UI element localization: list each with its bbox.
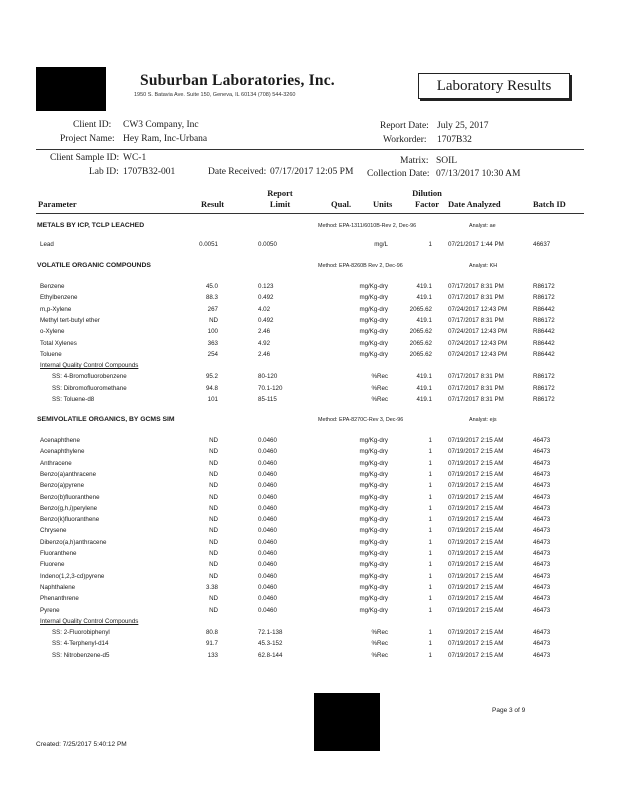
- cell-parameter: SS: 2-Fluorobiphenyl: [52, 629, 110, 637]
- table-row: [0, 482, 618, 494]
- cell-units: mg/Kg-dry: [359, 583, 388, 591]
- cell-limit: 0.0460: [258, 572, 277, 580]
- cell-batch: R86172: [533, 396, 555, 403]
- cell-parameter: Phenanthrene: [40, 595, 79, 603]
- company-address: 1950 S. Batavia Ave. Suite 150, Geneva, IL 60134 (708) 544-3260: [134, 92, 296, 98]
- cell-date: 07/19/2017 2:15 AM: [448, 470, 504, 478]
- cell-result: 267: [207, 305, 218, 313]
- cell-dilution: 419.1: [416, 384, 432, 392]
- report-date: July 25, 2017: [437, 121, 489, 131]
- cell-result: 80.8: [205, 629, 218, 637]
- cell-result: 3.38: [205, 583, 218, 591]
- section-title: SEMIVOLATILE ORGANICS, BY GCMS SIM: [37, 416, 175, 423]
- document-title: Laboratory Results: [418, 73, 570, 99]
- table-row: [0, 373, 618, 385]
- table-row: [0, 241, 618, 253]
- cell-dilution: 1: [428, 493, 432, 501]
- cell-dilution: 419.1: [416, 294, 432, 302]
- matrix-label: Matrix:: [400, 156, 429, 166]
- cell-dilution: 1: [428, 550, 432, 557]
- cell-result: ND: [209, 516, 218, 524]
- cell-limit: 0.0460: [258, 595, 277, 603]
- cell-result: ND: [209, 538, 218, 546]
- report-date-label: Report Date:: [380, 121, 429, 131]
- cell-date: 07/17/2017 8:31 PM: [448, 283, 504, 290]
- cell-result: 95.2: [205, 373, 218, 381]
- created-timestamp: Created: 7/25/2017 5:40:12 PM: [36, 741, 127, 748]
- cell-limit: 0.492: [258, 316, 274, 324]
- cell-parameter: Benzo(a)pyrene: [40, 482, 85, 490]
- cell-result: 88.3: [205, 294, 218, 302]
- cell-batch: 46473: [533, 595, 551, 603]
- cell-parameter: Benzo(b)fluoranthene: [40, 493, 100, 501]
- cell-result: ND: [209, 504, 218, 512]
- table-row: [0, 505, 618, 517]
- cell-units: mg/Kg-dry: [359, 572, 388, 580]
- cell-batch: R86172: [533, 373, 555, 381]
- cell-batch: 46473: [533, 437, 551, 444]
- cell-limit: 0.0460: [258, 538, 277, 546]
- cell-units: mg/Kg-dry: [359, 527, 388, 535]
- cell-limit: 0.0460: [258, 550, 277, 557]
- col-qual: Qual.: [331, 199, 352, 209]
- cell-date: 07/19/2017 2:15 AM: [448, 493, 504, 501]
- cell-result: 0.0051: [199, 241, 218, 248]
- cell-date: 07/17/2017 8:31 PM: [448, 384, 504, 392]
- sample-label: Client Sample ID:: [50, 153, 120, 163]
- cell-parameter: m,p-Xylene: [40, 305, 72, 313]
- col-parameter: Parameter: [38, 199, 77, 209]
- cell-units: mg/Kg-dry: [359, 538, 388, 546]
- cell-date: 07/17/2017 8:31 PM: [448, 316, 504, 324]
- table-row: [0, 584, 618, 596]
- cell-batch: R86172: [533, 283, 555, 290]
- cell-date: 07/24/2017 12:43 PM: [448, 328, 508, 336]
- cell-dilution: 419.1: [416, 373, 432, 381]
- analyst-label: Analyst: ae: [469, 223, 496, 229]
- cell-batch: 46473: [533, 504, 551, 512]
- cell-dilution: 2065.62: [409, 339, 432, 347]
- cell-batch: 46473: [533, 527, 551, 535]
- cell-date: 07/19/2017 2:15 AM: [448, 527, 504, 535]
- cell-parameter: SS: Nitrobenzene-d5: [52, 651, 110, 659]
- cell-parameter: o-Xylene: [40, 328, 65, 336]
- cell-dilution: 1: [428, 516, 432, 524]
- cell-result: ND: [209, 561, 218, 569]
- cell-units: %Rec: [371, 640, 388, 648]
- cell-parameter: SS: 4-Bromofluorobenzene: [52, 373, 127, 381]
- table-row: [0, 494, 618, 506]
- lab-id: 1707B32-001: [123, 167, 176, 177]
- cell-units: mg/Kg-dry: [359, 561, 388, 569]
- header-rule: [36, 213, 584, 214]
- cell-batch: 46473: [533, 606, 551, 614]
- cell-dilution: 1: [428, 459, 432, 467]
- cell-result: ND: [209, 527, 218, 535]
- cell-limit: 0.0460: [258, 482, 277, 490]
- cell-limit: 0.0460: [258, 561, 277, 569]
- cell-limit: 0.0460: [258, 459, 277, 467]
- cell-result: ND: [209, 316, 218, 324]
- cell-dilution: 1: [428, 629, 432, 637]
- col-result: Result: [201, 199, 225, 209]
- cell-limit: 0.492: [258, 294, 274, 302]
- cell-date: 07/19/2017 2:15 AM: [448, 538, 504, 546]
- cell-limit: 0.0460: [258, 504, 277, 512]
- workorder-label: Workorder:: [383, 135, 427, 145]
- redacted-logo: [36, 67, 106, 111]
- divider: [36, 149, 584, 150]
- cell-dilution: 2065.62: [409, 305, 432, 313]
- cell-limit: 0.0460: [258, 470, 277, 478]
- cell-units: mg/Kg-dry: [359, 339, 388, 347]
- cell-batch: 46473: [533, 459, 551, 467]
- cell-limit: 0.0050: [258, 241, 277, 248]
- cell-dilution: 1: [428, 595, 432, 603]
- redacted-signature: [314, 693, 380, 751]
- cell-result: 101: [207, 396, 218, 403]
- cell-units: mg/Kg-dry: [359, 316, 388, 324]
- cell-date: 07/19/2017 2:15 AM: [448, 437, 504, 444]
- cell-parameter: Pyrene: [40, 606, 60, 614]
- cell-limit: 72.1-138: [258, 629, 283, 637]
- cell-batch: 46473: [533, 493, 551, 501]
- cell-dilution: 1: [428, 538, 432, 546]
- table-row: [0, 652, 618, 664]
- cell-result: 91.7: [205, 640, 218, 648]
- cell-batch: 46473: [533, 629, 551, 637]
- cell-result: 363: [207, 339, 218, 347]
- cell-limit: 0.0460: [258, 516, 277, 524]
- col-dilution: Dilution Factor: [412, 188, 442, 209]
- cell-limit: 62.8-144: [258, 651, 283, 659]
- table-row: [0, 516, 618, 528]
- cell-parameter: Anthracene: [40, 459, 72, 467]
- cell-limit: 2.46: [258, 350, 271, 358]
- cell-date: 07/19/2017 2:15 AM: [448, 482, 504, 490]
- collection-label: Collection Date:: [367, 169, 430, 179]
- table-row: [0, 550, 618, 562]
- company-name: Suburban Laboratories, Inc.: [140, 72, 335, 89]
- date-received: 07/17/2017 12:05 PM: [270, 167, 354, 177]
- cell-date: 07/24/2017 12:43 PM: [448, 339, 508, 347]
- cell-batch: R86442: [533, 339, 555, 347]
- cell-units: mg/Kg-dry: [359, 516, 388, 524]
- cell-date: 07/17/2017 8:31 PM: [448, 294, 504, 302]
- table-row: [0, 385, 618, 397]
- table-row: [0, 396, 618, 408]
- cell-batch: 46473: [533, 651, 551, 659]
- method-label: Method: EPA-1311/6010B-Rev 2, Dec-96: [318, 223, 417, 229]
- page-number: Page 3 of 9: [492, 707, 526, 714]
- cell-date: 07/19/2017 2:15 AM: [448, 561, 504, 569]
- col-batch: Batch ID: [533, 199, 566, 209]
- cell-limit: 0.0460: [258, 583, 277, 591]
- cell-units: mg/Kg-dry: [359, 448, 388, 456]
- cell-parameter: SS: 4-Terphenyl-d14: [52, 640, 109, 648]
- cell-dilution: 1: [428, 583, 432, 591]
- cell-result: ND: [209, 437, 218, 444]
- cell-units: mg/Kg-dry: [359, 350, 388, 358]
- cell-date: 07/19/2017 2:15 AM: [448, 595, 504, 603]
- cell-parameter: Benzo(g,h,i)perylene: [40, 504, 98, 512]
- cell-limit: 0.0460: [258, 527, 277, 535]
- cell-parameter: Fluoranthene: [40, 550, 77, 557]
- cell-parameter: Benzene: [40, 283, 65, 290]
- cell-batch: 46637: [533, 241, 551, 248]
- cell-result: ND: [209, 595, 218, 603]
- cell-parameter: SS: Dibromofluoromethane: [52, 384, 127, 392]
- cell-units: mg/Kg-dry: [359, 595, 388, 603]
- cell-parameter: Ethylbenzene: [40, 294, 78, 302]
- cell-limit: 70.1-120: [258, 384, 283, 392]
- table-row: [0, 460, 618, 472]
- cell-date: 07/21/2017 1:44 PM: [448, 241, 504, 248]
- table-row: [0, 539, 618, 551]
- cell-dilution: 1: [428, 241, 432, 248]
- cell-batch: 46473: [533, 516, 551, 524]
- cell-units: %Rec: [371, 384, 388, 392]
- cell-parameter: Chrysene: [40, 527, 67, 535]
- cell-result: ND: [209, 448, 218, 456]
- cell-parameter: Toluene: [40, 350, 62, 358]
- table-row: [0, 561, 618, 573]
- project-name: Hey Ram, Inc-Urbana: [123, 134, 208, 144]
- cell-batch: 46473: [533, 470, 551, 478]
- cell-batch: 46473: [533, 482, 551, 490]
- table-row: [0, 471, 618, 483]
- table-row: [0, 283, 618, 295]
- cell-parameter: Indeno(1,2,3-cd)pyrene: [40, 572, 105, 580]
- cell-result: 133: [207, 651, 218, 659]
- cell-parameter: Fluorene: [40, 561, 65, 569]
- cell-result: 100: [207, 328, 218, 336]
- cell-batch: R86172: [533, 316, 555, 324]
- cell-units: mg/Kg-dry: [359, 550, 388, 557]
- cell-dilution: 1: [428, 640, 432, 648]
- cell-units: %Rec: [371, 651, 388, 659]
- cell-limit: 0.123: [258, 283, 274, 290]
- workorder: 1707B32: [437, 135, 472, 145]
- cell-limit: 80-120: [258, 373, 278, 381]
- table-row: [0, 328, 618, 340]
- cell-limit: 0.0460: [258, 493, 277, 501]
- cell-date: 07/19/2017 2:15 AM: [448, 640, 504, 648]
- table-row: [0, 317, 618, 329]
- cell-parameter: Acenaphthene: [40, 437, 80, 444]
- section-title: VOLATILE ORGANIC COMPOUNDS: [37, 262, 151, 269]
- cell-units: mg/Kg-dry: [359, 437, 388, 444]
- cell-dilution: 2065.62: [409, 350, 432, 358]
- table-row: [0, 306, 618, 318]
- cell-result: 94.8: [205, 384, 218, 392]
- method-label: Method: EPA-8270C-Rev 3, Dec-96: [318, 417, 404, 423]
- analyst-label: Analyst: KH: [469, 263, 498, 269]
- cell-result: ND: [209, 550, 218, 557]
- cell-result: ND: [209, 572, 218, 580]
- cell-dilution: 419.1: [416, 316, 432, 324]
- table-row: [0, 527, 618, 539]
- table-row: [0, 294, 618, 306]
- cell-dilution: 1: [428, 470, 432, 478]
- cell-parameter: Acenaphthylene: [40, 448, 85, 456]
- cell-result: ND: [209, 482, 218, 490]
- cell-batch: 46473: [533, 583, 551, 591]
- cell-batch: R86442: [533, 305, 555, 313]
- cell-dilution: 1: [428, 504, 432, 512]
- cell-result: 254: [207, 350, 218, 358]
- cell-batch: 46473: [533, 561, 551, 569]
- analyst-label: Analyst: ejs: [469, 417, 497, 423]
- cell-date: 07/19/2017 2:15 AM: [448, 504, 504, 512]
- cell-parameter: SS: Toluene-d8: [52, 396, 95, 403]
- cell-units: mg/Kg-dry: [359, 606, 388, 614]
- cell-date: 07/19/2017 2:15 AM: [448, 550, 504, 557]
- cell-batch: 46473: [533, 448, 551, 456]
- cell-result: ND: [209, 459, 218, 467]
- cell-date: 07/17/2017 8:31 PM: [448, 373, 504, 381]
- cell-units: mg/Kg-dry: [359, 305, 388, 313]
- cell-units: mg/Kg-dry: [359, 504, 388, 512]
- cell-units: mg/Kg-dry: [359, 493, 388, 501]
- table-row: [0, 640, 618, 652]
- cell-dilution: 1: [428, 561, 432, 569]
- cell-parameter: Lead: [40, 241, 54, 248]
- table-row: [0, 448, 618, 460]
- cell-units: %Rec: [371, 373, 388, 381]
- cell-result: 45.0: [205, 283, 218, 290]
- cell-batch: 46473: [533, 538, 551, 546]
- table-row: [0, 629, 618, 641]
- cell-date: 07/24/2017 12:43 PM: [448, 305, 508, 313]
- cell-units: mg/Kg-dry: [359, 482, 388, 490]
- cell-units: mg/L: [374, 241, 388, 248]
- client-id-label: Client ID:: [73, 120, 112, 130]
- cell-limit: 0.0460: [258, 437, 277, 444]
- table-row: [0, 437, 618, 449]
- cell-limit: 2.46: [258, 328, 271, 336]
- cell-units: mg/Kg-dry: [359, 470, 388, 478]
- qc-subheading: Internal Quality Control Compounds: [40, 617, 139, 625]
- client-sample-id: WC-1: [123, 153, 147, 163]
- cell-parameter: Naphthalene: [40, 583, 76, 591]
- received-label: Date Received:: [208, 167, 267, 177]
- cell-dilution: 1: [428, 437, 432, 444]
- cell-batch: R86172: [533, 384, 555, 392]
- cell-dilution: 419.1: [416, 396, 432, 403]
- cell-limit: 0.0460: [258, 606, 277, 614]
- cell-parameter: Benzo(k)fluoranthene: [40, 516, 100, 524]
- qc-subheading: Internal Quality Control Compounds: [40, 362, 139, 370]
- cell-batch: R86442: [533, 328, 555, 336]
- section-title: METALS BY ICP, TCLP LEACHED: [37, 222, 145, 229]
- cell-limit: 4.02: [258, 305, 271, 313]
- cell-batch: 46473: [533, 640, 551, 648]
- cell-units: mg/Kg-dry: [359, 294, 388, 302]
- cell-date: 07/17/2017 8:31 PM: [448, 396, 504, 403]
- cell-batch: 46473: [533, 550, 551, 557]
- table-row: [0, 351, 618, 363]
- cell-date: 07/24/2017 12:43 PM: [448, 350, 508, 358]
- col-units: Units: [373, 199, 393, 209]
- cell-limit: 0.0460: [258, 448, 277, 456]
- cell-date: 07/19/2017 2:15 AM: [448, 448, 504, 456]
- collection-date: 07/13/2017 10:30 AM: [436, 169, 521, 179]
- cell-dilution: 2065.62: [409, 328, 432, 336]
- cell-batch: 46473: [533, 572, 551, 580]
- cell-date: 07/19/2017 2:15 AM: [448, 651, 504, 659]
- cell-units: mg/Kg-dry: [359, 283, 388, 290]
- cell-dilution: 1: [428, 448, 432, 456]
- cell-dilution: 1: [428, 572, 432, 580]
- cell-limit: 4.92: [258, 339, 271, 347]
- cell-parameter: Methyl tert-butyl ether: [40, 316, 100, 324]
- cell-units: %Rec: [371, 629, 388, 637]
- cell-parameter: Total Xylenes: [40, 339, 77, 347]
- cell-units: %Rec: [371, 396, 388, 403]
- cell-dilution: 1: [428, 606, 432, 614]
- cell-batch: R86172: [533, 294, 555, 302]
- table-row: [0, 573, 618, 585]
- cell-units: mg/Kg-dry: [359, 459, 388, 467]
- cell-limit: 85-115: [258, 396, 277, 403]
- cell-units: mg/Kg-dry: [359, 328, 388, 336]
- table-row: [0, 607, 618, 619]
- table-row: [0, 340, 618, 352]
- cell-date: 07/19/2017 2:15 AM: [448, 606, 504, 614]
- col-date-analyzed: Date Analyzed: [448, 199, 501, 209]
- cell-parameter: Dibenzo(a,h)anthracene: [40, 538, 107, 546]
- cell-dilution: 1: [428, 527, 432, 535]
- lab-id-label: Lab ID:: [89, 167, 119, 177]
- cell-dilution: 1: [428, 482, 432, 490]
- client-id: CW3 Company, Inc: [123, 120, 199, 130]
- cell-date: 07/19/2017 2:15 AM: [448, 516, 504, 524]
- cell-date: 07/19/2017 2:15 AM: [448, 572, 504, 580]
- project-label: Project Name:: [60, 134, 115, 144]
- matrix: SOIL: [436, 156, 458, 166]
- cell-result: ND: [209, 470, 218, 478]
- cell-result: ND: [209, 493, 218, 501]
- cell-result: ND: [209, 606, 218, 614]
- cell-batch: R86442: [533, 350, 555, 358]
- cell-date: 07/19/2017 2:15 AM: [448, 629, 504, 637]
- cell-parameter: Benzo(a)anthracene: [40, 470, 97, 478]
- cell-dilution: 419.1: [416, 283, 432, 290]
- cell-date: 07/19/2017 2:15 AM: [448, 583, 504, 591]
- method-label: Method: EPA-8260B Rev 2, Dec-96: [318, 263, 403, 269]
- col-report-limit: Report Limit: [267, 188, 293, 209]
- table-row: [0, 595, 618, 607]
- cell-dilution: 1: [428, 651, 432, 659]
- cell-date: 07/19/2017 2:15 AM: [448, 459, 504, 467]
- cell-limit: 45.3-152: [258, 640, 283, 648]
